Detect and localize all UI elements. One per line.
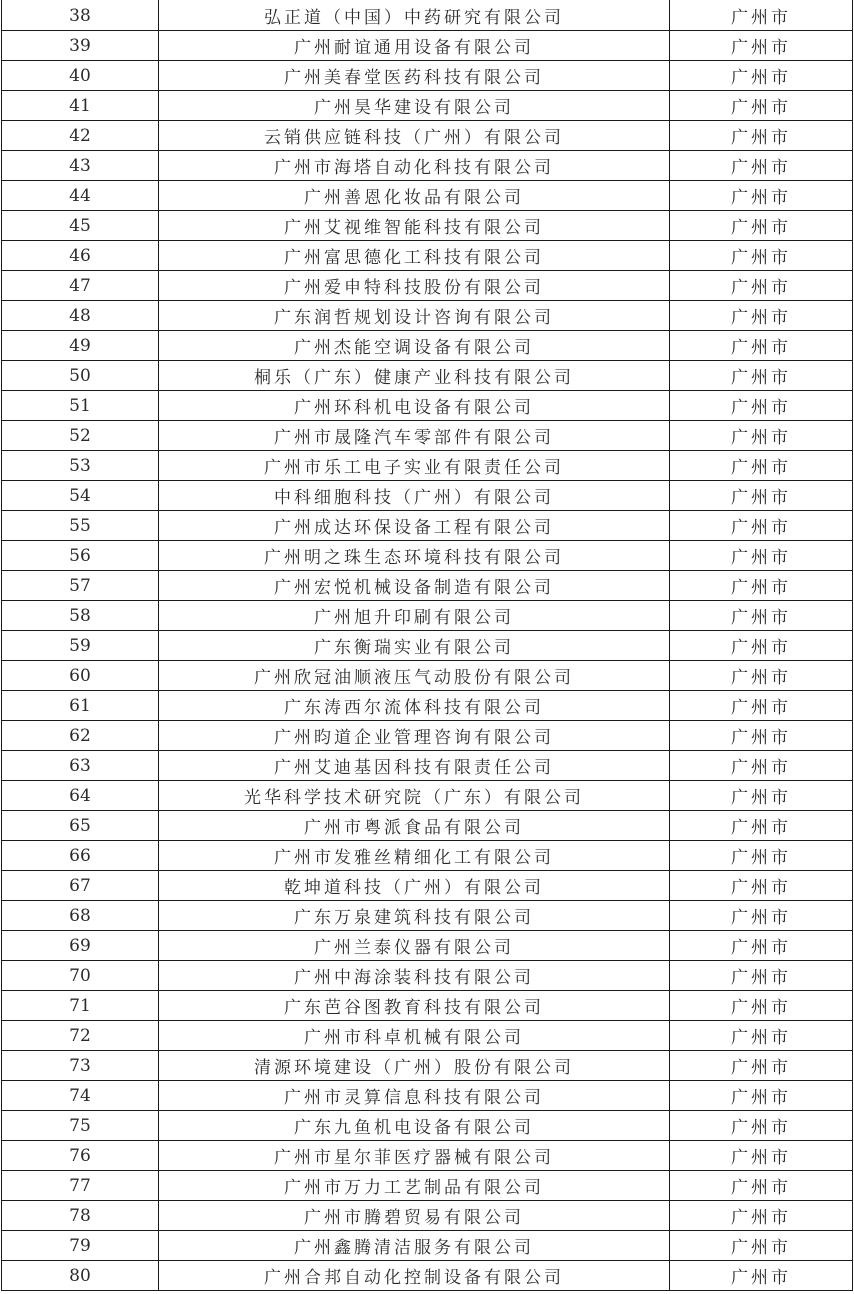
city-cell: 广州市 (670, 61, 853, 91)
company-name-cell: 广州市晟隆汽车零部件有限公司 (159, 421, 670, 451)
city-cell: 广州市 (670, 1171, 853, 1201)
city-cell: 广州市 (670, 1021, 853, 1051)
city-cell: 广州市 (670, 421, 853, 451)
city-cell: 广州市 (670, 991, 853, 1021)
table-row (2, 301, 853, 331)
row-number-cell: 80 (2, 1261, 159, 1291)
table-row (2, 211, 853, 241)
row-number-cell: 43 (2, 151, 159, 181)
table-row (2, 961, 853, 991)
company-name-cell: 云销供应链科技（广州）有限公司 (159, 121, 670, 151)
city-cell: 广州市 (670, 1201, 853, 1231)
table-row (2, 661, 853, 691)
city-cell: 广州市 (670, 1141, 853, 1171)
company-name-cell: 广东芭谷图教育科技有限公司 (159, 991, 670, 1021)
city-cell: 广州市 (670, 331, 853, 361)
city-cell: 广州市 (670, 1081, 853, 1111)
row-number-cell: 49 (2, 331, 159, 361)
company-name-cell: 广州艾迪基因科技有限责任公司 (159, 751, 670, 781)
table-row (2, 631, 853, 661)
company-name-cell: 广州市星尔菲医疗器械有限公司 (159, 1141, 670, 1171)
table-row (2, 991, 853, 1021)
row-number-cell: 47 (2, 271, 159, 301)
table-row (2, 1, 853, 31)
table-row (2, 1081, 853, 1111)
city-cell: 广州市 (670, 121, 853, 151)
table-row (2, 241, 853, 271)
table-row (2, 121, 853, 151)
company-name-cell: 广东衡瑞实业有限公司 (159, 631, 670, 661)
company-name-cell: 中科细胞科技（广州）有限公司 (159, 481, 670, 511)
row-number-cell: 73 (2, 1051, 159, 1081)
row-number-cell: 55 (2, 511, 159, 541)
city-cell: 广州市 (670, 91, 853, 121)
table-row (2, 781, 853, 811)
city-cell: 广州市 (670, 1261, 853, 1291)
company-name-cell: 广州耐谊通用设备有限公司 (159, 31, 670, 61)
table-row (2, 1231, 853, 1261)
table-row (2, 91, 853, 121)
city-cell: 广州市 (670, 631, 853, 661)
company-name-cell: 广州爱申特科技股份有限公司 (159, 271, 670, 301)
company-name-cell: 广东润哲规划设计咨询有限公司 (159, 301, 670, 331)
row-number-cell: 50 (2, 361, 159, 391)
row-number-cell: 69 (2, 931, 159, 961)
row-number-cell: 58 (2, 601, 159, 631)
company-name-cell: 广州昀道企业管理咨询有限公司 (159, 721, 670, 751)
row-number-cell: 76 (2, 1141, 159, 1171)
city-cell: 广州市 (670, 481, 853, 511)
table-row (2, 751, 853, 781)
table-row (2, 691, 853, 721)
table-row (2, 1141, 853, 1171)
row-number-cell: 79 (2, 1231, 159, 1261)
row-number-cell: 77 (2, 1171, 159, 1201)
table-row (2, 181, 853, 211)
table-row (2, 391, 853, 421)
company-name-cell: 广州鑫腾清洁服务有限公司 (159, 1231, 670, 1261)
company-name-cell: 广州市科卓机械有限公司 (159, 1021, 670, 1051)
city-cell: 广州市 (670, 211, 853, 241)
city-cell: 广州市 (670, 571, 853, 601)
city-cell: 广州市 (670, 931, 853, 961)
city-cell: 广州市 (670, 271, 853, 301)
company-name-cell: 广州市发雅丝精细化工有限公司 (159, 841, 670, 871)
city-cell: 广州市 (670, 691, 853, 721)
company-name-cell: 广州市腾碧贸易有限公司 (159, 1201, 670, 1231)
row-number-cell: 38 (2, 1, 159, 31)
table-row (2, 511, 853, 541)
row-number-cell: 66 (2, 841, 159, 871)
row-number-cell: 75 (2, 1111, 159, 1141)
row-number-cell: 67 (2, 871, 159, 901)
row-number-cell: 42 (2, 121, 159, 151)
table-row (2, 1261, 853, 1291)
company-name-cell: 广州市粤派食品有限公司 (159, 811, 670, 841)
company-name-cell: 广东涛西尔流体科技有限公司 (159, 691, 670, 721)
company-name-cell: 广州市万力工艺制品有限公司 (159, 1171, 670, 1201)
company-name-cell: 广州旭升印刷有限公司 (159, 601, 670, 631)
table-row (2, 361, 853, 391)
table-row (2, 421, 853, 451)
table-row (2, 151, 853, 181)
table-row (2, 451, 853, 481)
row-number-cell: 63 (2, 751, 159, 781)
row-number-cell: 48 (2, 301, 159, 331)
row-number-cell: 53 (2, 451, 159, 481)
city-cell: 广州市 (670, 661, 853, 691)
table-row (2, 871, 853, 901)
table-row (2, 1111, 853, 1141)
table-row (2, 601, 853, 631)
company-name-cell: 广州环科机电设备有限公司 (159, 391, 670, 421)
row-number-cell: 72 (2, 1021, 159, 1051)
row-number-cell: 65 (2, 811, 159, 841)
row-number-cell: 52 (2, 421, 159, 451)
row-number-cell: 61 (2, 691, 159, 721)
row-number-cell: 78 (2, 1201, 159, 1231)
row-number-cell: 71 (2, 991, 159, 1021)
city-cell: 广州市 (670, 241, 853, 271)
city-cell: 广州市 (670, 751, 853, 781)
company-name-cell: 广州美春堂医药科技有限公司 (159, 61, 670, 91)
city-cell: 广州市 (670, 961, 853, 991)
row-number-cell: 56 (2, 541, 159, 571)
table-row (2, 1201, 853, 1231)
table-row (2, 841, 853, 871)
table-row (2, 901, 853, 931)
city-cell: 广州市 (670, 1111, 853, 1141)
row-number-cell: 39 (2, 31, 159, 61)
city-cell: 广州市 (670, 511, 853, 541)
row-number-cell: 60 (2, 661, 159, 691)
company-name-cell: 弘正道（中国）中药研究有限公司 (159, 1, 670, 31)
row-number-cell: 64 (2, 781, 159, 811)
city-cell: 广州市 (670, 841, 853, 871)
company-name-cell: 桐乐（广东）健康产业科技有限公司 (159, 361, 670, 391)
company-name-cell: 广州市灵算信息科技有限公司 (159, 1081, 670, 1111)
city-cell: 广州市 (670, 811, 853, 841)
company-name-cell: 清源环境建设（广州）股份有限公司 (159, 1051, 670, 1081)
company-name-cell: 广州成达环保设备工程有限公司 (159, 511, 670, 541)
city-cell: 广州市 (670, 1, 853, 31)
table-row (2, 1171, 853, 1201)
city-cell: 广州市 (670, 361, 853, 391)
company-name-cell: 广州市乐工电子实业有限责任公司 (159, 451, 670, 481)
company-name-cell: 广州中海涂装科技有限公司 (159, 961, 670, 991)
table-row (2, 61, 853, 91)
city-cell: 广州市 (670, 781, 853, 811)
row-number-cell: 68 (2, 901, 159, 931)
table-row (2, 271, 853, 301)
company-name-cell: 广州富思德化工科技有限公司 (159, 241, 670, 271)
row-number-cell: 40 (2, 61, 159, 91)
table-row (2, 1051, 853, 1081)
city-cell: 广州市 (670, 301, 853, 331)
row-number-cell: 74 (2, 1081, 159, 1111)
row-number-cell: 54 (2, 481, 159, 511)
row-number-cell: 45 (2, 211, 159, 241)
company-name-cell: 乾坤道科技（广州）有限公司 (159, 871, 670, 901)
table-row (2, 721, 853, 751)
row-number-cell: 44 (2, 181, 159, 211)
company-name-cell: 广州杰能空调设备有限公司 (159, 331, 670, 361)
city-cell: 广州市 (670, 1231, 853, 1261)
table-row (2, 571, 853, 601)
company-name-cell: 广州善恩化妆品有限公司 (159, 181, 670, 211)
row-number-cell: 62 (2, 721, 159, 751)
row-number-cell: 41 (2, 91, 159, 121)
row-number-cell: 51 (2, 391, 159, 421)
table-row (2, 331, 853, 361)
row-number-cell: 59 (2, 631, 159, 661)
company-list-table (1, 0, 853, 1291)
city-cell: 广州市 (670, 391, 853, 421)
table-row (2, 931, 853, 961)
city-cell: 广州市 (670, 1051, 853, 1081)
company-name-cell: 广州昊华建设有限公司 (159, 91, 670, 121)
company-list-table-wrap (1, 0, 852, 1292)
city-cell: 广州市 (670, 31, 853, 61)
table-row (2, 481, 853, 511)
company-name-cell: 广州市海塔自动化科技有限公司 (159, 151, 670, 181)
company-list-body (2, 1, 853, 1291)
row-number-cell: 46 (2, 241, 159, 271)
row-number-cell: 57 (2, 571, 159, 601)
company-name-cell: 广州明之珠生态环境科技有限公司 (159, 541, 670, 571)
table-row (2, 541, 853, 571)
city-cell: 广州市 (670, 721, 853, 751)
company-name-cell: 广州合邦自动化控制设备有限公司 (159, 1261, 670, 1291)
city-cell: 广州市 (670, 151, 853, 181)
company-name-cell: 广州宏悦机械设备制造有限公司 (159, 571, 670, 601)
table-row (2, 811, 853, 841)
table-row (2, 1021, 853, 1051)
city-cell: 广州市 (670, 541, 853, 571)
city-cell: 广州市 (670, 601, 853, 631)
city-cell: 广州市 (670, 871, 853, 901)
company-name-cell: 广州欣冠油顺液压气动股份有限公司 (159, 661, 670, 691)
company-name-cell: 广州艾视维智能科技有限公司 (159, 211, 670, 241)
city-cell: 广州市 (670, 901, 853, 931)
company-name-cell: 广东万泉建筑科技有限公司 (159, 901, 670, 931)
city-cell: 广州市 (670, 451, 853, 481)
row-number-cell: 70 (2, 961, 159, 991)
city-cell: 广州市 (670, 181, 853, 211)
company-name-cell: 广东九鱼机电设备有限公司 (159, 1111, 670, 1141)
company-name-cell: 广州兰泰仪器有限公司 (159, 931, 670, 961)
table-row (2, 31, 853, 61)
company-name-cell: 光华科学技术研究院（广东）有限公司 (159, 781, 670, 811)
